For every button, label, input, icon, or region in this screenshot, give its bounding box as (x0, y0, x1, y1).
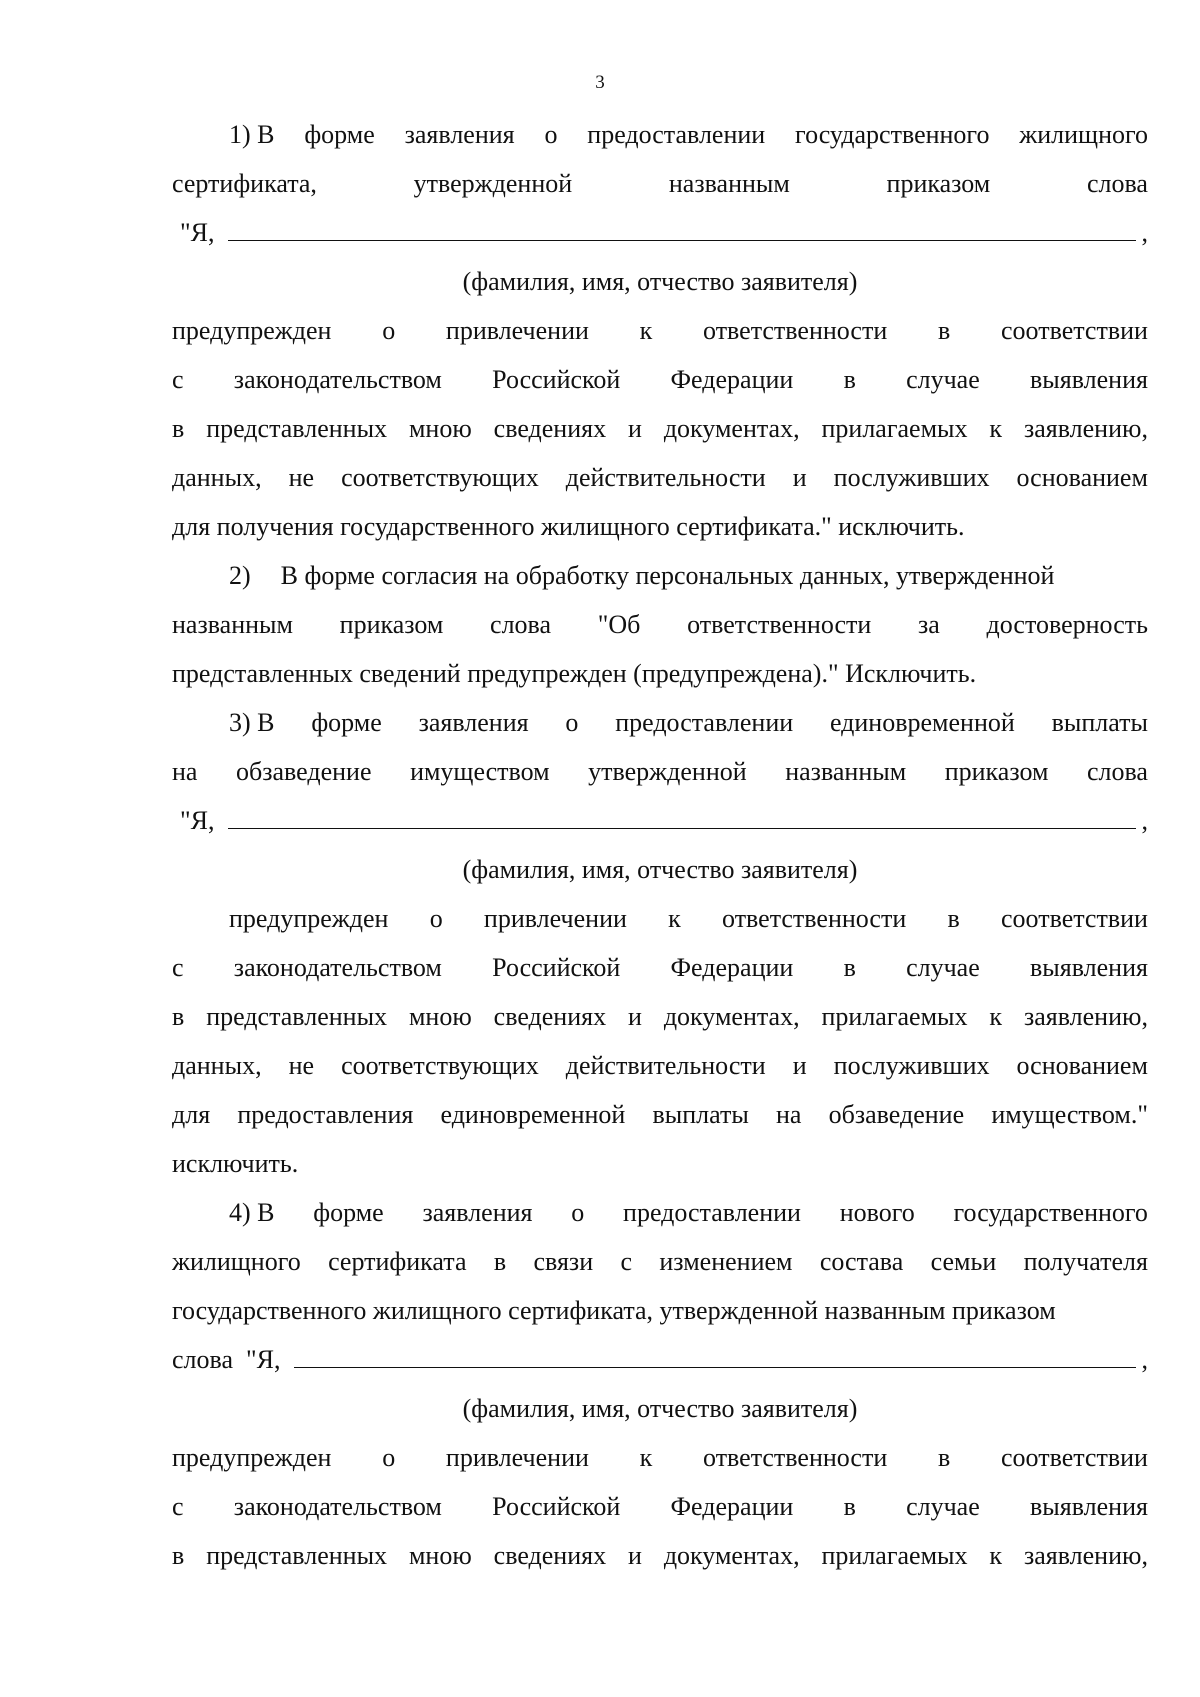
page-number: 3 (595, 72, 605, 93)
p1-line-8 (172, 502, 1148, 551)
word: мною (408, 1541, 472, 1570)
word: форме (311, 708, 382, 737)
word: заявления (404, 120, 515, 149)
p2-line-2 (172, 600, 1148, 649)
word: названным (785, 757, 907, 786)
word: послуживших (833, 463, 990, 492)
p1-blank-line (172, 208, 1148, 257)
word: о (565, 708, 579, 737)
word: приказом (886, 169, 991, 198)
word: прилагаемых (821, 1002, 968, 1031)
word: за (918, 610, 940, 639)
word: представленных (206, 1002, 388, 1031)
word: 3) В (229, 708, 275, 737)
word: и (792, 1051, 807, 1080)
word: выявления (1030, 1492, 1148, 1521)
word: к (639, 1443, 653, 1472)
p3-blank-lead: "Я, (180, 806, 215, 835)
word: для (172, 1100, 211, 1129)
word: Российской (492, 953, 621, 982)
word: единовременной (829, 708, 1015, 737)
p4-caption (172, 1384, 1148, 1433)
word: 4) В (229, 1198, 275, 1227)
word: Федерации (670, 365, 794, 394)
p1-caption-text: (фамилия, имя, отчество заявителя) (462, 267, 858, 296)
p4-fill-in-rule-1 (294, 1337, 685, 1368)
word: сертификата, (172, 169, 317, 198)
word: сертификата (328, 1247, 467, 1276)
word: в (843, 953, 856, 982)
word: слова (1086, 169, 1148, 198)
word: действительности (565, 463, 766, 492)
p1-blank-trail: , (1141, 218, 1148, 247)
p3-caption (172, 845, 1148, 894)
p3-line-8 (172, 1090, 1148, 1139)
word: законодательством (233, 365, 442, 394)
word: случае (906, 1492, 980, 1521)
p4-caption-text: (фамилия, имя, отчество заявителя) (462, 1394, 858, 1423)
p3-line-7 (172, 1041, 1148, 1090)
word: слова (1086, 757, 1148, 786)
word: связи (533, 1247, 594, 1276)
word: соответствии (1001, 904, 1148, 933)
word: на (172, 757, 198, 786)
word: ответственности (687, 610, 872, 639)
word: о (571, 1198, 585, 1227)
word: государственного (795, 120, 990, 149)
word: выявления (1030, 365, 1148, 394)
word: основанием (1016, 1051, 1148, 1080)
p4-fill-in-rule-2 (686, 1337, 1136, 1368)
word: с (172, 365, 184, 394)
word: о (382, 316, 396, 345)
word: предупрежден (172, 316, 332, 345)
p4-blank-line (172, 1335, 1148, 1384)
word: законодательством (233, 953, 442, 982)
word: к (668, 904, 681, 933)
word: заявлению, (1023, 1002, 1148, 1031)
word: имуществом." (991, 1100, 1148, 1129)
word: предупрежден (229, 904, 389, 933)
word: случае (906, 953, 980, 982)
word: форме (313, 1198, 384, 1227)
word: ответственности (722, 904, 907, 933)
word: и (627, 414, 642, 443)
p1-line-6 (172, 404, 1148, 453)
word: с (620, 1247, 633, 1276)
p1-line-1 (172, 110, 1148, 159)
word: к (989, 1541, 1003, 1570)
p1-blank-lead: "Я, (180, 218, 215, 247)
word: семьи (930, 1247, 997, 1276)
word: в (843, 365, 856, 394)
p4-line-5 (172, 1433, 1148, 1482)
word: представленных (206, 414, 388, 443)
word: выплаты (1051, 708, 1148, 737)
word: сведениях (493, 1541, 607, 1570)
p3-line-1 (172, 698, 1148, 747)
word: послуживших (833, 1051, 990, 1080)
word: привлечении (445, 1443, 589, 1472)
word: и (627, 1541, 642, 1570)
word: заявлению, (1023, 414, 1148, 443)
word: сведениях (493, 414, 607, 443)
p1-line-7 (172, 453, 1148, 502)
p4-blank-trail: , (1141, 1345, 1148, 1374)
word: не (288, 1051, 315, 1080)
word: привлечении (483, 904, 627, 933)
word: форме (304, 120, 375, 149)
word: слова (490, 610, 552, 639)
word: в (938, 1443, 951, 1472)
word: выявления (1030, 953, 1148, 982)
word: документах, (663, 1002, 800, 1031)
word: государственного (953, 1198, 1148, 1227)
p3-line-9 (172, 1139, 1148, 1188)
word: с (172, 1492, 184, 1521)
p3-line-6 (172, 992, 1148, 1041)
word: документах, (663, 414, 800, 443)
p1-line-8-text: для получения государственного жилищного сертификата." исключить. (172, 512, 965, 541)
word: в (172, 414, 185, 443)
p4-line-1 (172, 1188, 1148, 1237)
word: действительности (565, 1051, 766, 1080)
p2-line-3 (172, 649, 1148, 698)
word: на (776, 1100, 802, 1129)
word: случае (906, 365, 980, 394)
word: ответственности (703, 316, 888, 345)
word: утвержденной (588, 757, 747, 786)
word: к (989, 1002, 1003, 1031)
word: выплаты (652, 1100, 749, 1129)
word: Федерации (670, 1492, 794, 1521)
word: имуществом (410, 757, 550, 786)
p4-line-3 (172, 1286, 1148, 1335)
p3-line-4 (172, 894, 1148, 943)
word: обзаведение (828, 1100, 965, 1129)
p1-line-4 (172, 306, 1148, 355)
p3-caption-text: (фамилия, имя, отчество заявителя) (462, 855, 858, 884)
word: Российской (492, 1492, 621, 1521)
word: в (938, 316, 951, 345)
word: заявления (418, 708, 529, 737)
word: соответствующих (341, 463, 539, 492)
word: в (843, 1492, 856, 1521)
word: законодательством (233, 1492, 442, 1521)
p4-line-6 (172, 1482, 1148, 1531)
word: о (544, 120, 558, 149)
word: предоставления (237, 1100, 414, 1129)
p4-line-3-text: государственного жилищного сертификата, утвержденной названным приказом (172, 1296, 1056, 1325)
word: 1) В (229, 120, 275, 149)
word: утвержденной (413, 169, 573, 198)
word: к (989, 414, 1003, 443)
p3-line-9-text: исключить. (172, 1149, 299, 1178)
word: заявления (422, 1198, 533, 1227)
word: нового (839, 1198, 915, 1227)
word: в (172, 1541, 185, 1570)
word: заявлению, (1023, 1541, 1148, 1570)
word: предоставлении (623, 1198, 801, 1227)
p4-line-2 (172, 1237, 1148, 1286)
word: данных, (172, 1051, 262, 1080)
word: жилищного (172, 1247, 301, 1276)
word: предупрежден (172, 1443, 332, 1472)
p4-line-7 (172, 1531, 1148, 1580)
word: получателя (1023, 1247, 1148, 1276)
word: в (172, 1002, 185, 1031)
p3-blank-line (172, 796, 1148, 845)
word: 2) (229, 561, 251, 590)
word: в (493, 1247, 507, 1276)
word: соответствующих (341, 1051, 539, 1080)
p1-line-2 (172, 159, 1148, 208)
document-body (172, 110, 1148, 1580)
word: соответствии (1001, 1443, 1148, 1472)
word: В форме согласия на обработку персональных данных, утвержденной (280, 561, 1055, 590)
p2-line-3-text: представленных сведений предупрежден (предупреждена)." Исключить. (172, 659, 977, 688)
word: предоставлении (615, 708, 794, 737)
word: единовременной (440, 1100, 626, 1129)
word: изменением (659, 1247, 793, 1276)
word: Федерации (670, 953, 794, 982)
word: предоставлении (587, 120, 766, 149)
word: не (288, 463, 315, 492)
word: привлечении (445, 316, 589, 345)
word: к (639, 316, 653, 345)
p1-line-5 (172, 355, 1148, 404)
p1-caption (172, 257, 1148, 306)
word: сведениях (493, 1002, 607, 1031)
word: ответственности (703, 1443, 888, 1472)
word: представленных (206, 1541, 388, 1570)
word: приказом (944, 757, 1049, 786)
word: данных, (172, 463, 262, 492)
p1-fill-in-rule (228, 210, 1135, 241)
word: и (627, 1002, 642, 1031)
word: состава (819, 1247, 904, 1276)
word: названным (668, 169, 790, 198)
word: о (382, 1443, 396, 1472)
p3-line-5 (172, 943, 1148, 992)
word: документах, (663, 1541, 800, 1570)
word: прилагаемых (821, 1541, 968, 1570)
word: и (792, 463, 807, 492)
word: "Об (597, 610, 641, 639)
word: прилагаемых (821, 414, 968, 443)
word: мною (408, 414, 472, 443)
word: обзаведение (236, 757, 372, 786)
word: Российской (492, 365, 621, 394)
p2-line-1 (172, 551, 1148, 600)
word: с (172, 953, 184, 982)
word: приказом (339, 610, 444, 639)
word: соответствии (1001, 316, 1148, 345)
p3-fill-in-rule (228, 798, 1135, 829)
word: мною (408, 1002, 472, 1031)
word: основанием (1016, 463, 1148, 492)
word: в (947, 904, 960, 933)
word: названным (172, 610, 293, 639)
word: достоверность (986, 610, 1148, 639)
p3-blank-trail: , (1141, 806, 1148, 835)
p3-line-2 (172, 747, 1148, 796)
word: о (429, 904, 443, 933)
word: жилищного (1019, 120, 1148, 149)
p4-blank-lead: слова "Я, (172, 1345, 281, 1374)
